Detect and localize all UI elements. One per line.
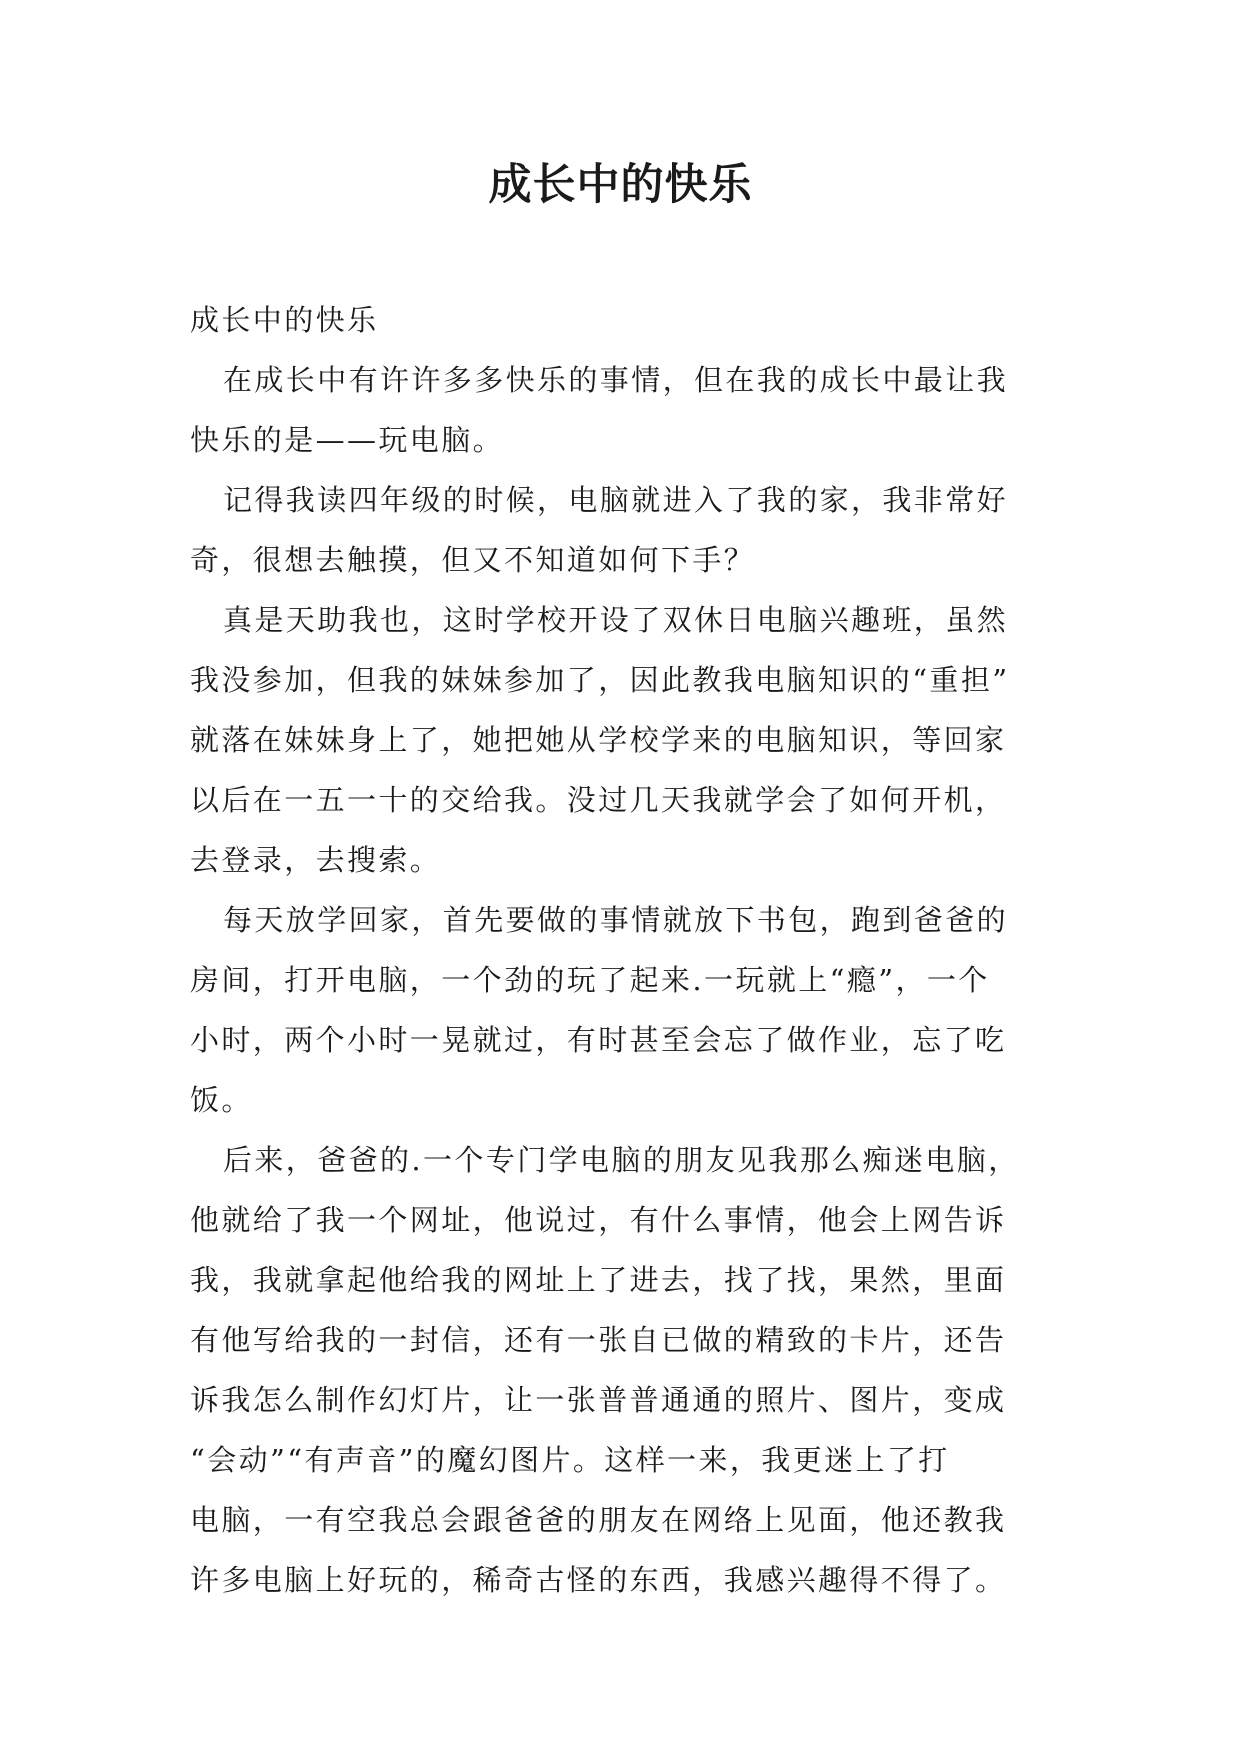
- article-line: 记得我读四年级的时候，电脑就进入了我的家，我非常好: [223, 483, 1009, 517]
- article-line: 房间，打开电脑，一个劲的玩了起来.一玩就上“瘾”，一个: [190, 963, 990, 997]
- article-line: 每天放学回家，首先要做的事情就放下书包，跑到爸爸的: [223, 903, 1009, 937]
- article-line: 在成长中有许许多多快乐的事情，但在我的成长中最让我: [223, 363, 1009, 397]
- page-title: 成长中的快乐: [488, 160, 753, 210]
- article-line: 奇，很想去触摸，但又不知道如何下手？: [190, 543, 756, 577]
- article-line: 就落在妹妹身上了，她把她从学校学来的电脑知识，等回家: [190, 723, 1007, 757]
- article-line: 以后在一五一十的交给我。没过几天我就学会了如何开机，: [190, 783, 1007, 817]
- article-line: 快乐的是——玩电脑。: [190, 423, 505, 457]
- article-line: 许多电脑上好玩的，稀奇古怪的东西，我感兴趣得不得了。: [190, 1563, 1007, 1597]
- article-line: 我没参加，但我的妹妹参加了，因此教我电脑知识的“重担”: [190, 663, 1010, 697]
- article-body: [190, 290, 1060, 1610]
- article-line: 后来，爸爸的.一个专门学电脑的朋友见我那么痴迷电脑，: [223, 1143, 1020, 1177]
- article-line: 真是天助我也，这时学校开设了双休日电脑兴趣班，虽然: [223, 603, 1009, 637]
- article-line: 诉我怎么制作幻灯片，让一张普普通通的照片、图片，变成: [190, 1383, 1007, 1417]
- article-line: 有他写给我的一封信，还有一张自已做的精致的卡片，还告: [190, 1323, 1007, 1357]
- article-line: 小时，两个小时一晃就过，有时甚至会忘了做作业，忘了吃: [190, 1023, 1007, 1057]
- article-line: “会动”“有声音”的魔幻图片。这样一来，我更迷上了打: [190, 1443, 950, 1477]
- article-line: 饭。: [190, 1083, 253, 1117]
- article-line: 我，我就拿起他给我的网址上了进去，找了找，果然，里面: [190, 1263, 1007, 1297]
- article-line: 电脑，一有空我总会跟爸爸的朋友在网络上见面，他还教我: [190, 1503, 1007, 1537]
- article-line: 成长中的快乐: [190, 303, 379, 337]
- article-line: 他就给了我一个网址，他说过，有什么事情，他会上网告诉: [190, 1203, 1007, 1237]
- article-line: 去登录，去搜索。: [190, 843, 442, 877]
